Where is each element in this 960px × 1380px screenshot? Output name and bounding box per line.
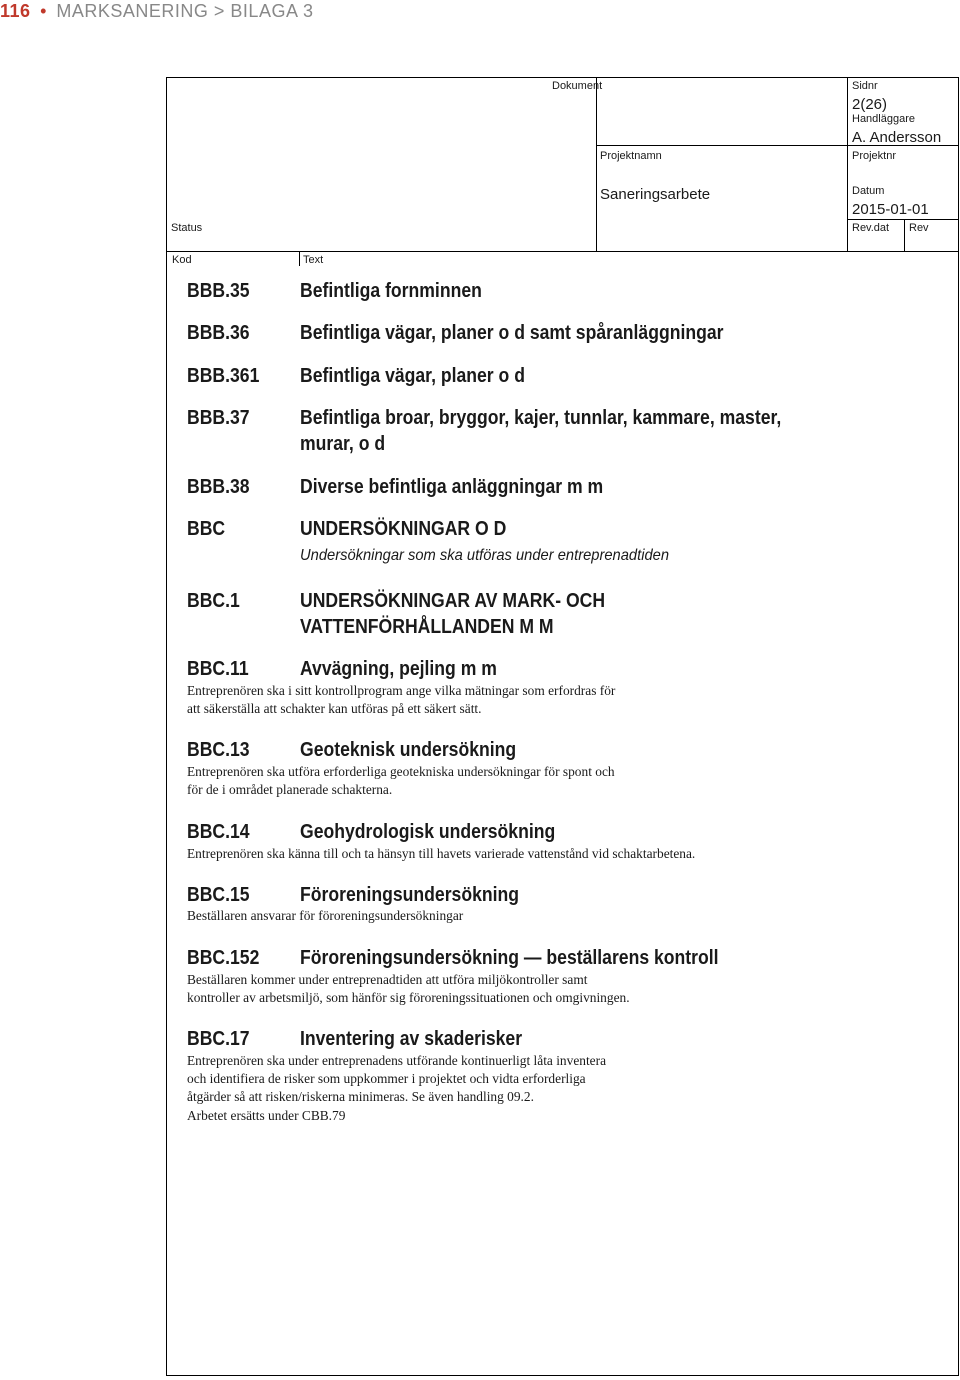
projektnr-label: Projektnr bbox=[852, 150, 897, 162]
section-path: MARKSANERING > BILAGA 3 bbox=[56, 1, 314, 21]
entry-code: BBC.152 bbox=[187, 947, 260, 969]
body-line: Beställaren kommer under entreprenadtiden att utföra miljökontroller samt bbox=[187, 972, 588, 987]
entry-body bbox=[187, 907, 463, 925]
entry-heading: Befintliga vägar, planer o d bbox=[300, 365, 525, 387]
entry-heading: Befintliga vägar, planer o d samt spåranläggningar bbox=[300, 322, 724, 344]
running-header bbox=[0, 1, 313, 22]
entry-code: BBC bbox=[187, 518, 226, 540]
entry-heading-line-2: murar, o d bbox=[300, 433, 386, 455]
datum-label: Datum bbox=[852, 185, 885, 197]
entry-heading: Geoteknisk undersökning bbox=[300, 739, 517, 761]
projektnamn-label: Projektnamn bbox=[600, 150, 662, 162]
sidnr-label: Sidnr bbox=[852, 80, 878, 92]
entry-subtitle: Undersökningar som ska utföras under entreprenadtiden bbox=[300, 547, 670, 564]
entry-heading: Avvägning, pejling m m bbox=[300, 658, 497, 680]
kod-column-label: Kod bbox=[172, 254, 192, 266]
entry-heading: Befintliga broar, bryggor, kajer, tunnlar, kammare, master, bbox=[300, 407, 782, 429]
handlaggare-label: Handläggare bbox=[852, 113, 915, 125]
entry-code: BBC.14 bbox=[187, 821, 250, 843]
entry-code: BBC.17 bbox=[187, 1028, 250, 1050]
body-line: Beställaren ansvarar för föroreningsundersökningar bbox=[187, 908, 464, 923]
entry-body bbox=[187, 682, 615, 718]
title-block-divider bbox=[596, 77, 597, 251]
entry-heading: UNDERSÖKNINGAR AV MARK- OCH bbox=[300, 590, 606, 612]
entry-code: BBB.361 bbox=[187, 365, 260, 387]
sidnr-value: 2(26) bbox=[852, 96, 888, 113]
entry-body bbox=[187, 763, 615, 799]
entry-heading: UNDERSÖKNINGAR O D bbox=[300, 518, 507, 540]
entry-code: BBC.1 bbox=[187, 590, 240, 612]
entry-code: BBB.35 bbox=[187, 280, 250, 302]
entry-heading: Föroreningsundersökning bbox=[300, 884, 520, 906]
body-line: Entreprenören ska känna till och ta hänsyn till havets varierade vattenstånd vid schaktarbetena. bbox=[187, 846, 696, 861]
page-number: 116 bbox=[0, 1, 31, 21]
body-line: Entreprenören ska utföra erforderliga geotekniska undersökningar för spont och bbox=[187, 764, 615, 779]
column-divider bbox=[299, 251, 300, 266]
entry-code: BBB.36 bbox=[187, 322, 250, 344]
bullet-icon: • bbox=[40, 1, 47, 21]
entry-body bbox=[187, 1052, 606, 1125]
entry-heading: Befintliga fornminnen bbox=[300, 280, 482, 302]
title-block-divider bbox=[847, 77, 848, 251]
entry-heading: Föroreningsundersökning — beställarens kontroll bbox=[300, 947, 719, 969]
document-frame bbox=[166, 77, 959, 1376]
entry-body bbox=[187, 845, 695, 863]
body-line: att säkerställa att schakter kan utföras på ett säkert sätt. bbox=[187, 701, 482, 717]
handlaggare-value: A. Andersson bbox=[852, 129, 942, 146]
body-line: Entreprenören ska i sitt kontrollprogram ange vilka mätningar som erfordras för bbox=[187, 683, 616, 698]
projektnamn-value: Saneringsarbete bbox=[600, 186, 711, 203]
title-block-divider bbox=[847, 219, 959, 220]
status-label: Status bbox=[171, 222, 203, 234]
body-line: för de i området planerade schakterna. bbox=[187, 782, 393, 798]
text-column-label: Text bbox=[303, 254, 324, 266]
entry-code: BBC.15 bbox=[187, 884, 250, 906]
body-line: Entreprenören ska under entreprenadens utförande kontinuerligt låta inventera bbox=[187, 1053, 607, 1068]
entry-code: BBC.13 bbox=[187, 739, 250, 761]
entry-code: BBC.11 bbox=[187, 658, 249, 680]
body-line: Arbetet ersätts under CBB.79 bbox=[187, 1107, 346, 1123]
entry-body bbox=[187, 971, 630, 1007]
rev-label: Rev bbox=[909, 222, 929, 234]
entry-heading: Geohydrologisk undersökning bbox=[300, 821, 556, 843]
title-block-divider bbox=[904, 219, 905, 251]
entry-heading-line-2: VATTENFÖRHÅLLANDEN M M bbox=[300, 616, 554, 638]
datum-value: 2015-01-01 bbox=[852, 201, 929, 218]
body-line: kontroller av arbetsmiljö, som hänför sig föroreningssituationen och omgivningen. bbox=[187, 990, 630, 1006]
entry-code: BBB.38 bbox=[187, 476, 250, 498]
body-line: åtgärder så att risken/riskerna minimeras. Se även handling 09.2. bbox=[187, 1089, 534, 1105]
entry-heading: Inventering av skaderisker bbox=[300, 1028, 523, 1050]
title-block-bottom bbox=[166, 251, 959, 252]
body-line: och identifiera de risker som uppkommer i projektet och vidta erforderliga bbox=[187, 1071, 586, 1087]
entry-code: BBB.37 bbox=[187, 407, 250, 429]
entry-heading: Diverse befintliga anläggningar m m bbox=[300, 476, 604, 498]
revdat-label: Rev.dat bbox=[852, 222, 890, 234]
dokument-label: Dokument bbox=[552, 80, 603, 92]
